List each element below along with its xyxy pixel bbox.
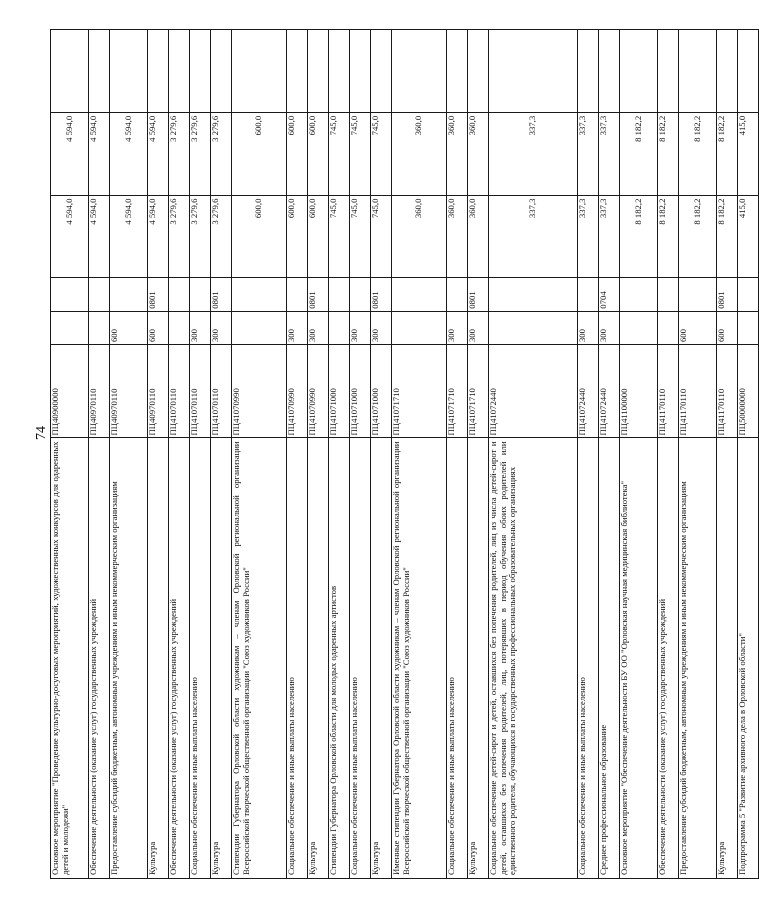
- row-section-cell: [110, 278, 148, 311]
- row-section-cell: [169, 278, 190, 311]
- row-amount-cell: [578, 30, 599, 113]
- row-code-cell: ПЦ41071000: [371, 345, 392, 438]
- row-expense-type-cell: 300: [578, 311, 599, 344]
- row-code-cell: ПЦ41070990: [287, 345, 308, 438]
- table-row: [190, 30, 211, 879]
- row-expense-type-cell: 300: [468, 311, 489, 344]
- row-amount-cell: [350, 30, 371, 113]
- row-amount-cell: 8 182,2: [620, 195, 658, 278]
- table-row: [489, 30, 578, 879]
- row-amount-cell: 4 594,0: [89, 112, 110, 195]
- row-expense-type-cell: 300: [599, 311, 620, 344]
- row-expense-type-cell: [392, 311, 447, 344]
- row-amount-cell: 8 182,2: [679, 195, 717, 278]
- row-name-cell: Среднее профессиональное образование: [599, 438, 620, 879]
- row-expense-type-cell: [232, 311, 287, 344]
- row-code-cell: ПЦ41071710: [447, 345, 468, 438]
- table-row: [468, 30, 489, 879]
- row-section-cell: [738, 278, 759, 311]
- row-amount-cell: 745,0: [350, 112, 371, 195]
- row-code-cell: ПЦ41070990: [232, 345, 287, 438]
- row-amount-cell: [308, 30, 329, 113]
- budget-table-rotated: [50, 29, 747, 879]
- row-amount-cell: 600,0: [287, 195, 308, 278]
- row-expense-type-cell: 600: [679, 311, 717, 344]
- row-amount-cell: [169, 30, 190, 113]
- table-row: [679, 30, 717, 879]
- row-amount-cell: 360,0: [447, 112, 468, 195]
- row-expense-type-cell: [658, 311, 679, 344]
- row-amount-cell: 3 279,6: [211, 112, 232, 195]
- row-amount-cell: [738, 30, 759, 113]
- row-expense-type-cell: [329, 311, 350, 344]
- row-name-cell: Социальное обеспечение и иные выплаты населению: [578, 438, 599, 879]
- row-amount-cell: 3 279,6: [190, 195, 211, 278]
- row-name-cell: Стипендии Губернатора Орловской области художникам – членам Орловской региональной организации Всероссийской творческой общественной организации "Союз художников России": [232, 438, 287, 879]
- row-amount-cell: 745,0: [371, 195, 392, 278]
- row-section-cell: [329, 278, 350, 311]
- row-section-cell: [578, 278, 599, 311]
- row-amount-cell: 4 594,0: [148, 112, 169, 195]
- row-section-cell: 0801: [148, 278, 169, 311]
- row-expense-type-cell: 300: [287, 311, 308, 344]
- table-row: [738, 30, 759, 879]
- row-amount-cell: [287, 30, 308, 113]
- table-row: [148, 30, 169, 879]
- table-row: [658, 30, 679, 879]
- budget-table: [50, 29, 759, 879]
- row-section-cell: 0704: [599, 278, 620, 311]
- row-amount-cell: 745,0: [329, 112, 350, 195]
- row-amount-cell: 337,3: [599, 112, 620, 195]
- table-row: [169, 30, 190, 879]
- row-amount-cell: 360,0: [392, 195, 447, 278]
- row-code-cell: ПЦ40970110: [148, 345, 169, 438]
- row-expense-type-cell: 300: [211, 311, 232, 344]
- row-amount-cell: 415,0: [738, 195, 759, 278]
- row-name-cell: Культура: [371, 438, 392, 879]
- row-amount-cell: [447, 30, 468, 113]
- row-expense-type-cell: 600: [148, 311, 169, 344]
- row-amount-cell: [468, 30, 489, 113]
- row-code-cell: ПЦ41070110: [169, 345, 190, 438]
- row-name-cell: Социальное обеспечение и иные выплаты населению: [447, 438, 468, 879]
- table-row: [89, 30, 110, 879]
- row-amount-cell: 4 594,0: [89, 195, 110, 278]
- row-amount-cell: 337,3: [599, 195, 620, 278]
- row-code-cell: ПЦ41071000: [329, 345, 350, 438]
- row-amount-cell: 8 182,2: [717, 195, 738, 278]
- row-code-cell: ПЦ41100000: [620, 345, 658, 438]
- row-amount-cell: 337,3: [578, 195, 599, 278]
- row-section-cell: 0801: [308, 278, 329, 311]
- table-row: [599, 30, 620, 879]
- row-amount-cell: 360,0: [447, 195, 468, 278]
- row-name-cell: Именные стипендии Губернатора Орловской области художникам – членам Орловской региональной организации Всероссийской творческой общественной организации "Союз художников России": [392, 438, 447, 879]
- row-amount-cell: 600,0: [232, 195, 287, 278]
- table-row: [371, 30, 392, 879]
- row-expense-type-cell: [51, 311, 89, 344]
- row-section-cell: [489, 278, 578, 311]
- row-code-cell: ПЦ41071000: [350, 345, 371, 438]
- row-code-cell: ПЦ41072440: [489, 345, 578, 438]
- table-row: [51, 30, 89, 879]
- row-name-cell: Культура: [148, 438, 169, 879]
- row-code-cell: ПЦ41071710: [468, 345, 489, 438]
- row-amount-cell: 8 182,2: [658, 195, 679, 278]
- row-code-cell: ПЦ41170110: [679, 345, 717, 438]
- row-amount-cell: 600,0: [287, 112, 308, 195]
- row-name-cell: Основное мероприятие "Проведение культурно-досуговых мероприятий, художественных конкурсов для одаренных детей и молодежи": [51, 438, 89, 879]
- row-name-cell: Культура: [468, 438, 489, 879]
- row-amount-cell: 600,0: [232, 112, 287, 195]
- row-amount-cell: 4 594,0: [110, 112, 148, 195]
- row-name-cell: Обеспечение деятельности (оказание услуг) государственных учреждений: [658, 438, 679, 879]
- row-amount-cell: [190, 30, 211, 113]
- row-expense-type-cell: 300: [447, 311, 468, 344]
- row-amount-cell: 415,0: [738, 112, 759, 195]
- row-amount-cell: 600,0: [308, 112, 329, 195]
- row-amount-cell: 8 182,2: [679, 112, 717, 195]
- row-amount-cell: 360,0: [468, 195, 489, 278]
- row-section-cell: [447, 278, 468, 311]
- row-amount-cell: 4 594,0: [51, 195, 89, 278]
- row-expense-type-cell: 300: [371, 311, 392, 344]
- row-name-cell: Предоставление субсидий бюджетным, автономным учреждениям и иным некоммерческим организациям: [110, 438, 148, 879]
- row-name-cell: Подпрограмма 5 "Развитие архивного дела в Орловской области": [738, 438, 759, 879]
- table-row: [211, 30, 232, 879]
- page-number: 74: [34, 426, 49, 440]
- table-row: [447, 30, 468, 879]
- table-row: [110, 30, 148, 879]
- row-name-cell: Социальное обеспечение детей-сирот и детей, оставшихся без попечения родителей, лиц из числа детей-сирот и детей, оставшихся без попечения родителей, лиц, потерявших в период обучения обоих родителей или единственного родителя, обучающихся в государственных профессиональных образовательных организациях: [489, 438, 578, 879]
- row-amount-cell: [392, 30, 447, 113]
- row-code-cell: ПЦ41072440: [578, 345, 599, 438]
- row-expense-type-cell: 300: [350, 311, 371, 344]
- row-expense-type-cell: 300: [190, 311, 211, 344]
- table-row: [287, 30, 308, 879]
- row-amount-cell: 4 594,0: [51, 112, 89, 195]
- row-amount-cell: 8 182,2: [717, 112, 738, 195]
- row-amount-cell: [232, 30, 287, 113]
- row-amount-cell: 745,0: [371, 112, 392, 195]
- row-expense-type-cell: [489, 311, 578, 344]
- row-code-cell: ПЦ41170110: [658, 345, 679, 438]
- row-amount-cell: 3 279,6: [190, 112, 211, 195]
- row-amount-cell: [620, 30, 658, 113]
- row-expense-type-cell: 600: [110, 311, 148, 344]
- row-amount-cell: [211, 30, 232, 113]
- row-amount-cell: 337,3: [578, 112, 599, 195]
- table-row: [329, 30, 350, 879]
- row-expense-type-cell: [89, 311, 110, 344]
- row-expense-type-cell: 600: [717, 311, 738, 344]
- row-name-cell: Основное мероприятие "Обеспечение деятельности БУ ОО "Орловская научная медицинская библиотека": [620, 438, 658, 879]
- row-amount-cell: 4 594,0: [110, 195, 148, 278]
- row-section-cell: [350, 278, 371, 311]
- row-section-cell: [620, 278, 658, 311]
- table-row: [232, 30, 287, 879]
- table-row: [392, 30, 447, 879]
- row-name-cell: Социальное обеспечение и иные выплаты населению: [287, 438, 308, 879]
- row-expense-type-cell: [738, 311, 759, 344]
- row-amount-cell: 8 182,2: [658, 112, 679, 195]
- row-name-cell: Культура: [717, 438, 738, 879]
- row-code-cell: ПЦ41071710: [392, 345, 447, 438]
- row-section-cell: [190, 278, 211, 311]
- row-name-cell: Культура: [211, 438, 232, 879]
- row-code-cell: ПЦ41070990: [308, 345, 329, 438]
- row-name-cell: Социальное обеспечение и иные выплаты населению: [190, 438, 211, 879]
- row-section-cell: [89, 278, 110, 311]
- row-expense-type-cell: [169, 311, 190, 344]
- row-amount-cell: 3 279,6: [211, 195, 232, 278]
- row-amount-cell: [489, 30, 578, 113]
- row-amount-cell: 360,0: [468, 112, 489, 195]
- row-section-cell: [51, 278, 89, 311]
- row-amount-cell: [329, 30, 350, 113]
- row-code-cell: ПЦ41170110: [717, 345, 738, 438]
- row-amount-cell: 337,3: [489, 195, 578, 278]
- row-code-cell: ПЦ40970110: [110, 345, 148, 438]
- row-name-cell: Обеспечение деятельности (оказание услуг) государственных учреждений: [89, 438, 110, 879]
- row-amount-cell: 745,0: [350, 195, 371, 278]
- row-amount-cell: [658, 30, 679, 113]
- row-amount-cell: 3 279,6: [169, 112, 190, 195]
- row-amount-cell: [679, 30, 717, 113]
- row-section-cell: [287, 278, 308, 311]
- row-amount-cell: [371, 30, 392, 113]
- table-row: [578, 30, 599, 879]
- row-amount-cell: [717, 30, 738, 113]
- table-row: [717, 30, 738, 879]
- row-section-cell: [679, 278, 717, 311]
- row-amount-cell: 8 182,2: [620, 112, 658, 195]
- row-amount-cell: 4 594,0: [148, 195, 169, 278]
- row-amount-cell: [599, 30, 620, 113]
- row-code-cell: ПЦ40900000: [51, 345, 89, 438]
- row-section-cell: 0801: [717, 278, 738, 311]
- table-row: [308, 30, 329, 879]
- row-section-cell: 0801: [211, 278, 232, 311]
- row-code-cell: ПЦ41070110: [211, 345, 232, 438]
- row-section-cell: 0801: [468, 278, 489, 311]
- row-section-cell: [658, 278, 679, 311]
- row-amount-cell: [89, 30, 110, 113]
- row-section-cell: [392, 278, 447, 311]
- table-row: [350, 30, 371, 879]
- table-row: [620, 30, 658, 879]
- row-expense-type-cell: [620, 311, 658, 344]
- row-code-cell: ПЦ41070110: [190, 345, 211, 438]
- row-name-cell: Социальное обеспечение и иные выплаты населению: [350, 438, 371, 879]
- row-name-cell: Обеспечение деятельности (оказание услуг) государственных учреждений: [169, 438, 190, 879]
- row-name-cell: Стипендии Губернатора Орловской области для молодых одаренных артистов: [329, 438, 350, 879]
- row-code-cell: ПЦ50000000: [738, 345, 759, 438]
- row-amount-cell: 337,3: [489, 112, 578, 195]
- row-section-cell: 0801: [371, 278, 392, 311]
- row-amount-cell: 3 279,6: [169, 195, 190, 278]
- row-amount-cell: [148, 30, 169, 113]
- budget-table-body: [51, 30, 759, 879]
- row-amount-cell: [51, 30, 89, 113]
- row-section-cell: [232, 278, 287, 311]
- row-code-cell: ПЦ40970110: [89, 345, 110, 438]
- row-code-cell: ПЦ41072440: [599, 345, 620, 438]
- row-name-cell: Культура: [308, 438, 329, 879]
- row-amount-cell: 360,0: [392, 112, 447, 195]
- row-expense-type-cell: 300: [308, 311, 329, 344]
- row-name-cell: Предоставление субсидий бюджетным, автономным учреждениям и иным некоммерческим организациям: [679, 438, 717, 879]
- row-amount-cell: [110, 30, 148, 113]
- row-amount-cell: 600,0: [308, 195, 329, 278]
- row-amount-cell: 745,0: [329, 195, 350, 278]
